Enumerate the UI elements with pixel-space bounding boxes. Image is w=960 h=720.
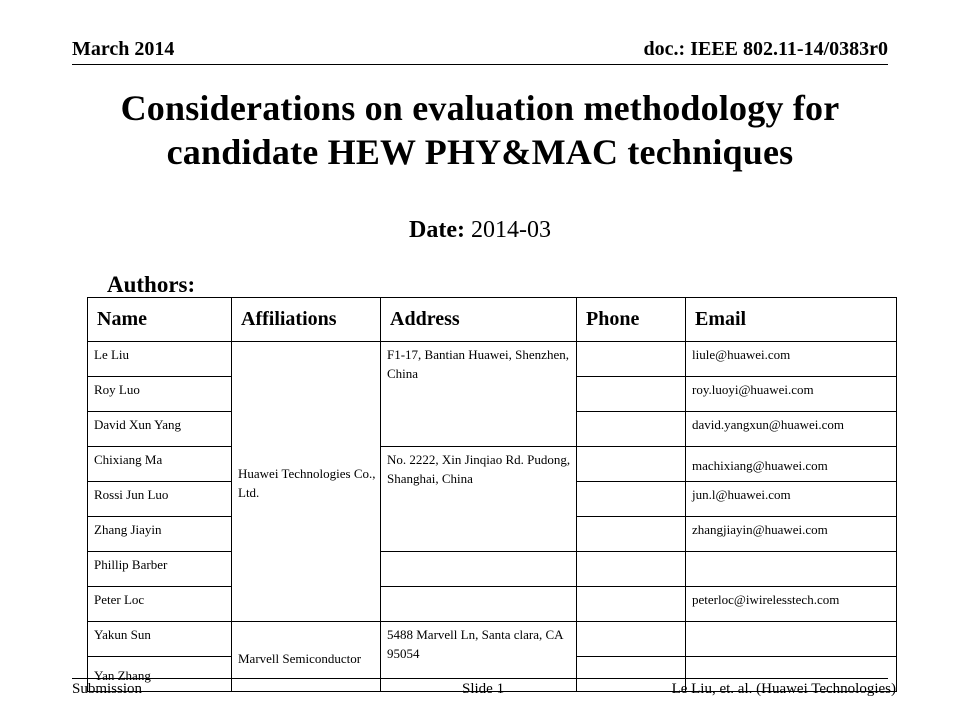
author-name: Yan Zhang (88, 657, 232, 692)
header-divider (72, 64, 888, 65)
table-row (88, 342, 897, 377)
author-name: Le Liu (88, 342, 232, 377)
footer-slide-number: Slide 1 (462, 681, 505, 697)
author-phone (577, 552, 686, 587)
authors-label: Authors: (107, 272, 196, 297)
col-header-address: Address (381, 298, 577, 342)
col-header-phone: Phone (577, 298, 686, 342)
table-row (88, 587, 897, 622)
author-name: Zhang Jiayin (88, 517, 232, 552)
author-email: liule@huawei.com (686, 342, 897, 377)
col-header-email: Email (686, 298, 897, 342)
author-name: David Xun Yang (88, 412, 232, 447)
author-phone (577, 517, 686, 552)
date-line (0, 217, 960, 244)
address-shanghai: No. 2222, Xin Jinqiao Rd. Pudong, Shanghai, China (381, 447, 577, 552)
author-address (381, 587, 577, 622)
author-phone (577, 447, 686, 482)
col-header-affiliations: Affiliations (232, 298, 381, 342)
author-email: david.yangxun@huawei.com (686, 412, 897, 447)
footer-submission: Submission (72, 681, 143, 697)
author-phone (577, 342, 686, 377)
author-name: Peter Loc (88, 587, 232, 622)
author-name: Yakun Sun (88, 622, 232, 657)
header-doc-id: doc.: IEEE 802.11-14/0383r0 (643, 38, 888, 60)
author-email: zhangjiayin@huawei.com (686, 517, 897, 552)
author-email: peterloc@iwirelesstech.com (686, 587, 897, 622)
author-phone (577, 622, 686, 657)
author-email: jun.l@huawei.com (686, 482, 897, 517)
title-line-2: candidate HEW PHY&MAC techniques (166, 132, 794, 172)
table-header-row (88, 298, 897, 342)
author-email: roy.luoyi@huawei.com (686, 377, 897, 412)
author-phone (577, 377, 686, 412)
author-name: Phillip Barber (88, 552, 232, 587)
author-phone (577, 657, 686, 692)
col-header-name: Name (88, 298, 232, 342)
author-email (686, 552, 897, 587)
author-name: Rossi Jun Luo (88, 482, 232, 517)
author-phone (577, 412, 686, 447)
date-label: Date: (409, 217, 465, 243)
footer-authors: Le Liu, et. al. (Huawei Technologies) (671, 681, 896, 697)
author-name: Chixiang Ma (88, 447, 232, 482)
header-date: March 2014 (72, 38, 175, 60)
address-marvell: 5488 Marvell Ln, Santa clara, CA 95054 (381, 622, 577, 692)
slide-title (60, 86, 900, 174)
author-email: machixiang@huawei.com (686, 447, 897, 482)
author-name: Roy Luo (88, 377, 232, 412)
affiliation-marvell: Marvell Semiconductor (232, 622, 381, 692)
author-email (686, 622, 897, 657)
author-phone (577, 482, 686, 517)
author-address (381, 552, 577, 587)
title-line-1: Considerations on evaluation methodology for (120, 88, 840, 128)
authors-table (87, 297, 897, 692)
address-shenzhen: F1-17, Bantian Huawei, Shenzhen, China (381, 342, 577, 447)
date-value: 2014-03 (470, 217, 551, 243)
footer-divider (72, 678, 888, 679)
table-row (88, 622, 897, 657)
table-row (88, 552, 897, 587)
table-row (88, 447, 897, 482)
author-phone (577, 587, 686, 622)
affiliation-huawei: Huawei Technologies Co., Ltd. (232, 342, 381, 622)
